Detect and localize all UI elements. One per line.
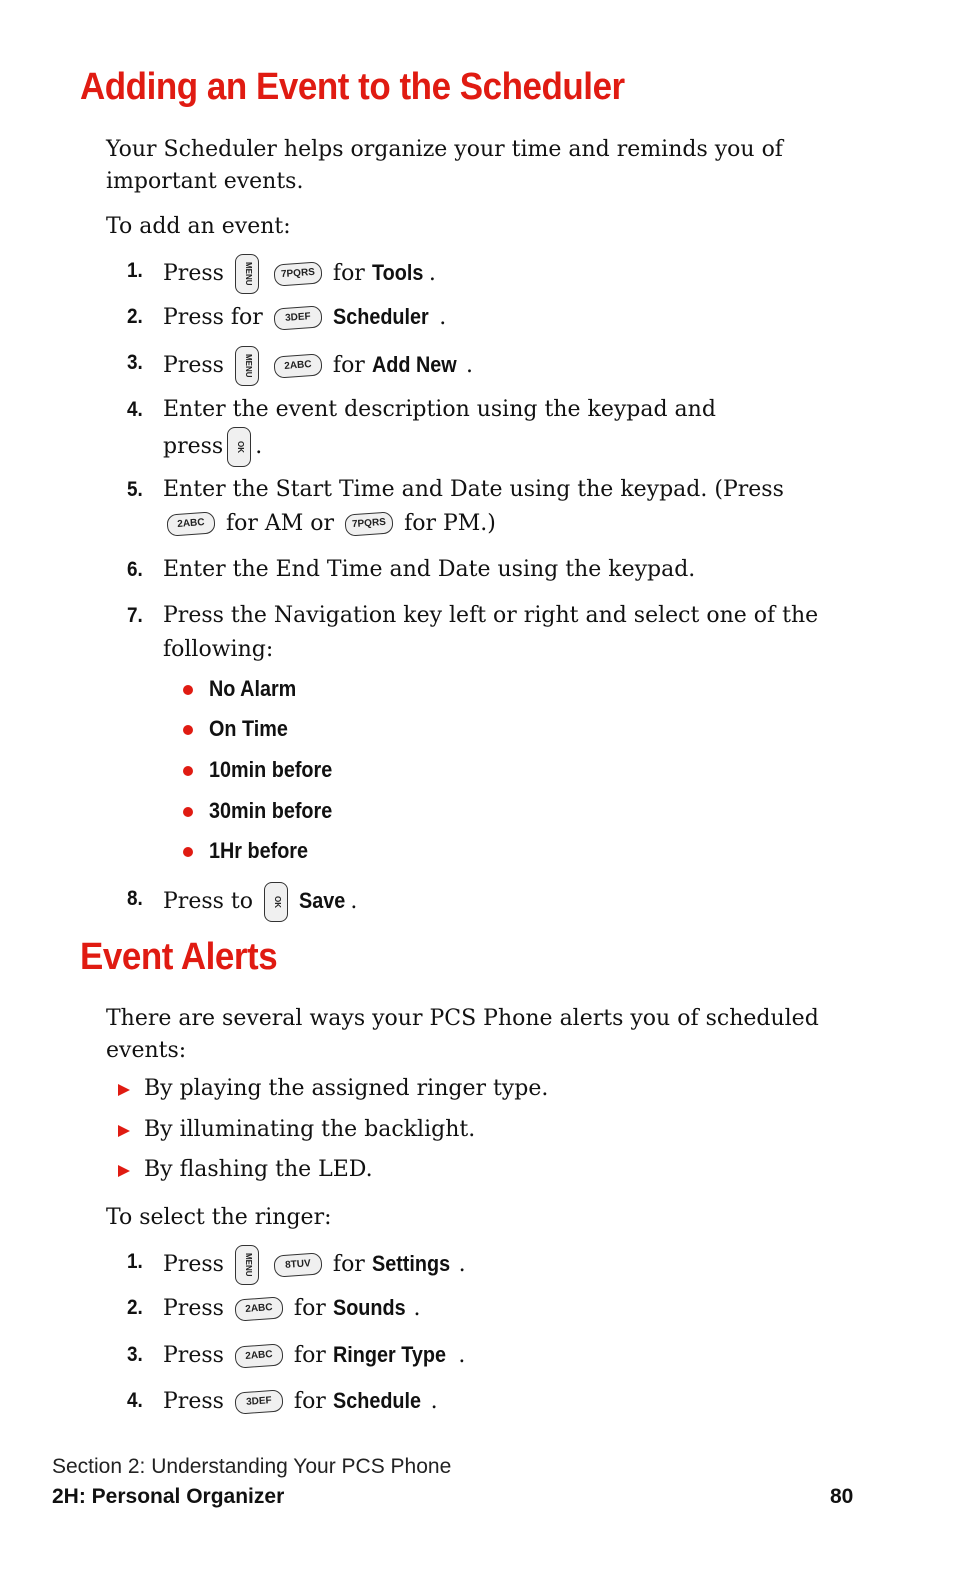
save-label: Save xyxy=(299,888,346,913)
key-7-icon: 7PQRS xyxy=(344,511,393,536)
arrow-bullet-icon xyxy=(118,1084,130,1096)
menu-ringer-type-label: Ringer Type xyxy=(332,1342,446,1367)
bullet-dot-icon xyxy=(183,685,193,695)
scheduler-lead: To add an event: xyxy=(106,214,291,239)
key-2-icon: 2ABC xyxy=(273,353,322,378)
ok-key-icon: OK xyxy=(264,882,288,922)
menu-settings-label: Settings xyxy=(371,1251,450,1276)
menu-tools-label: Tools xyxy=(371,260,424,285)
menu-scheduler-label: Scheduler xyxy=(332,304,429,329)
key-2-icon: 2ABC xyxy=(234,1343,283,1368)
key-2-icon: 2ABC xyxy=(166,511,215,536)
menu-sounds-label: Sounds xyxy=(332,1295,406,1320)
footer-section: Section 2: Understanding Your PCS Phone xyxy=(52,1455,452,1478)
page-number: 80 xyxy=(830,1485,854,1508)
arrow-bullet-icon xyxy=(118,1125,130,1137)
bullet-dot-icon xyxy=(183,807,193,817)
menu-add-new-label: Add New xyxy=(371,352,457,377)
alerts-intro: There are several ways your PCS Phone alerts you of scheduled events: xyxy=(106,1006,819,1063)
bullet-dot-icon xyxy=(183,847,193,857)
footer-chapter: 2H: Personal Organizer xyxy=(52,1485,285,1508)
ok-key-icon: OK xyxy=(227,427,251,467)
bullet-dot-icon xyxy=(183,725,193,735)
menu-key-icon: MENU xyxy=(235,1245,259,1285)
menu-key-icon: MENU xyxy=(235,254,259,294)
arrow-bullet-icon xyxy=(118,1165,130,1177)
section-title-scheduler: Adding an Event to the Scheduler xyxy=(80,66,625,108)
menu-key-icon: MENU xyxy=(235,346,259,386)
scheduler-intro: Your Scheduler helps organize your time and reminds you of important events. xyxy=(106,137,783,194)
ringer-lead: To select the ringer: xyxy=(106,1205,332,1230)
key-2-icon: 2ABC xyxy=(234,1296,283,1321)
key-8-icon: 8TUV xyxy=(273,1252,322,1277)
section-title-event-alerts: Event Alerts xyxy=(80,936,278,978)
bullet-dot-icon xyxy=(183,766,193,776)
key-7-icon: 7PQRS xyxy=(273,261,322,286)
key-3-icon: 3DEF xyxy=(273,305,322,330)
key-3-icon: 3DEF xyxy=(234,1389,283,1414)
menu-schedule-label: Schedule xyxy=(332,1388,421,1413)
step-number: 1. xyxy=(127,259,143,282)
